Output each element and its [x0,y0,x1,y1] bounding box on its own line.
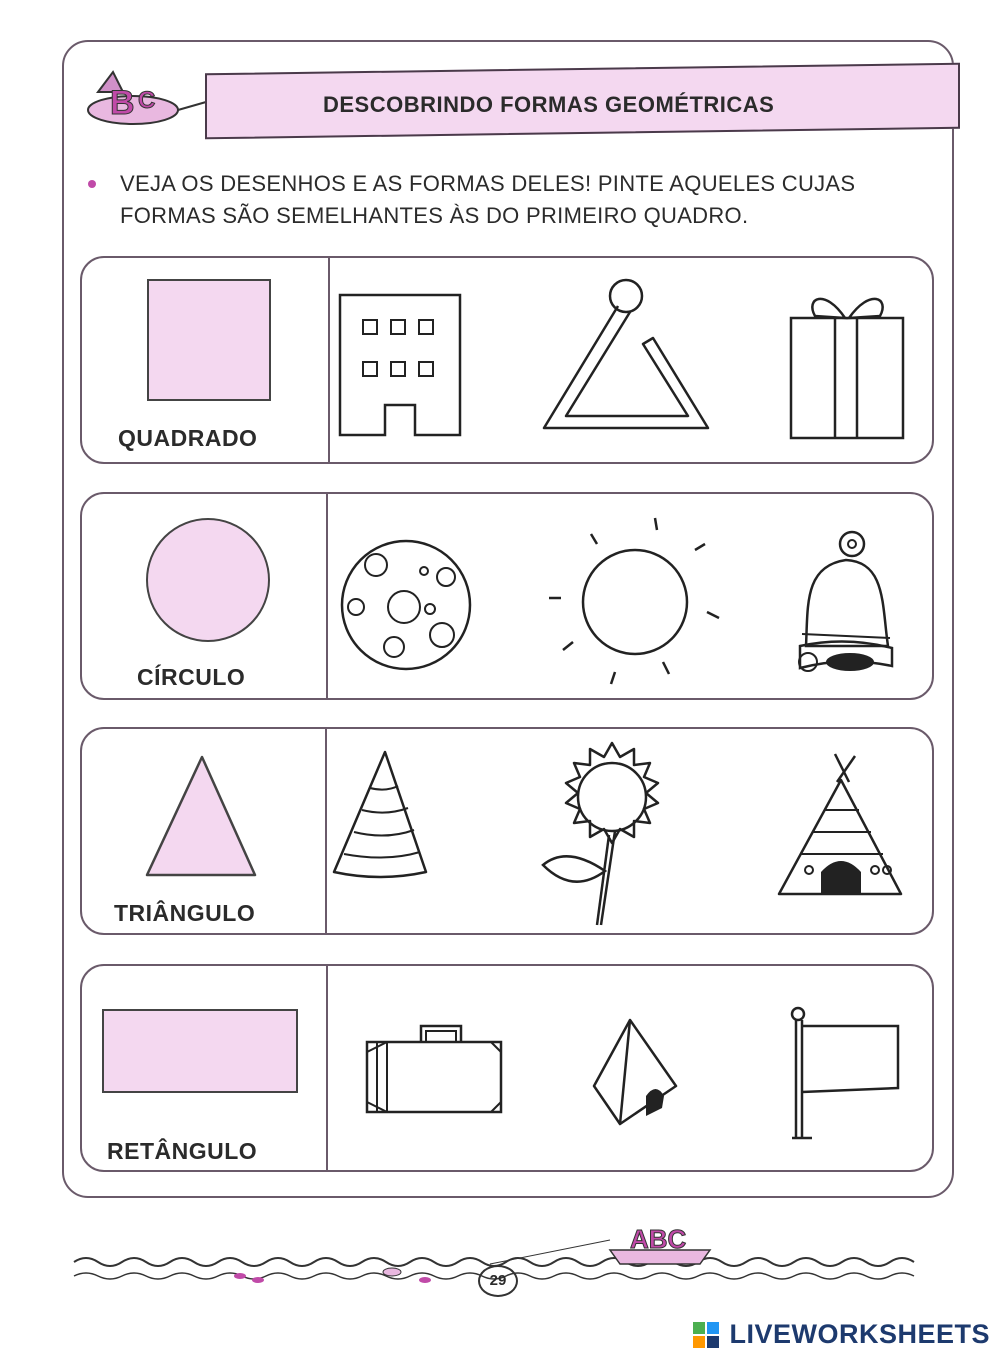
sunflower-icon[interactable] [537,735,687,935]
shape-label-triangle: TRIÂNGULO [114,900,256,926]
sun-icon[interactable] [545,512,725,692]
svg-text:ABC: ABC [630,1224,687,1254]
page-number: 29 [478,1265,518,1297]
shape-label-square: QUADRADO [118,425,258,451]
triangle-icon[interactable] [144,754,258,878]
flag-icon[interactable] [788,1004,908,1144]
triangle-instrument-icon[interactable] [538,276,713,438]
instructions-line-2: FORMAS SÃO SEMELHANTES ÀS DO PRIMEIRO QUADRO. [120,203,749,228]
liveworksheets-logo-icon [693,1322,719,1348]
row-divider [328,258,330,462]
circle-icon[interactable] [146,518,270,642]
shape-label-rectangle: RETÂNGULO [107,1138,258,1164]
shape-label-circle: CÍRCULO [137,664,246,690]
bullet-icon [88,180,96,188]
bell-icon[interactable] [786,526,896,684]
instructions-line-1: VEJA OS DESENHOS E AS FORMAS DELES! PINTE AQUELES CUJAS [120,171,856,196]
page-title: DESCOBRINDO FORMAS GEOMÉTRICAS [323,92,775,117]
brand-name[interactable]: LIVEWORKSHEETS [729,1319,990,1349]
pyramid-tent-icon[interactable] [590,1016,680,1128]
row-divider [326,494,328,698]
building-icon[interactable] [335,290,465,440]
ball-icon[interactable] [336,535,476,675]
row-divider [325,729,327,933]
rectangle-icon[interactable] [102,1009,298,1093]
square-icon[interactable] [147,279,271,401]
waves-decoration [70,1220,940,1310]
party-hat-icon[interactable] [330,748,430,883]
svg-text:B: B [110,84,135,122]
instructions [120,168,960,232]
gift-box-icon[interactable] [785,278,910,443]
teepee-icon[interactable] [775,752,905,897]
suitcase-icon[interactable] [363,1020,505,1116]
abc-airplane-icon [78,62,208,142]
svg-text:C: C [138,87,156,114]
row-divider [326,966,328,1170]
